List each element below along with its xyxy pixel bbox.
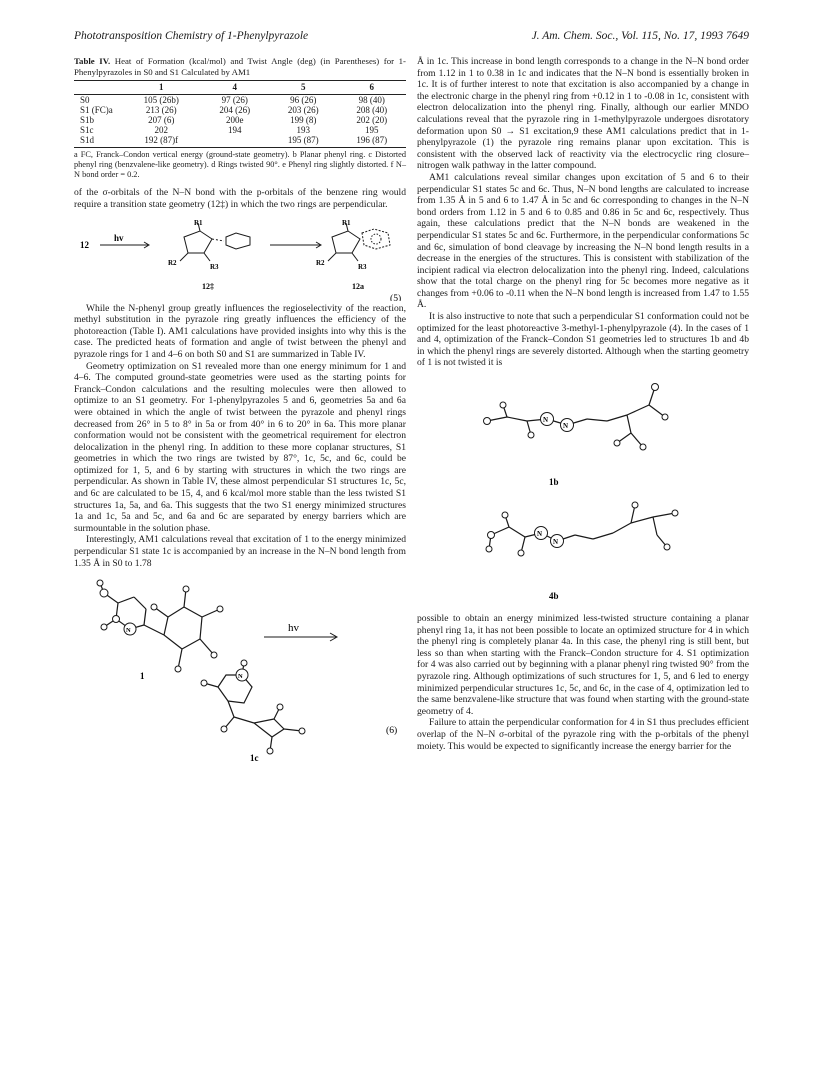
table-header-cell: 4 <box>201 81 269 95</box>
eq5-arrow-label: hv <box>114 232 124 243</box>
nitrogen-atom-label: N <box>543 416 549 425</box>
structure-figure-1b-4b <box>417 377 749 607</box>
equation-number: (6) <box>386 725 398 737</box>
substituent-label: R3 <box>358 262 367 271</box>
table-label: Table IV. <box>74 56 111 66</box>
table-cell: 192 (87)f <box>122 135 201 148</box>
table-cell: 96 (26) <box>290 95 317 105</box>
table-cell: 193 <box>296 125 310 135</box>
running-header <box>74 30 749 46</box>
right-column <box>417 56 749 752</box>
table-header-row <box>74 81 406 95</box>
table-header-cell: 5 <box>269 81 337 95</box>
table-cell: S1b <box>80 115 95 125</box>
table-cell: 202 <box>154 125 168 135</box>
table-cell: 213 (26) <box>145 105 177 115</box>
paragraph: While the N-phenyl group greatly influences the regioselectivity of the reaction, methyl substitution in the pyrazole ring greatly influences the efficiency of the photoreaction (Table I). AM1 calculations have provided insights into why this is the case. The predicted heats of formation and angle of twist between the phenyl and pyrazole rings for 1 and 4–6 on both S0 and S1 are summarized in Table IV. <box>74 302 406 360</box>
equation-6-graphic <box>74 579 406 761</box>
table-cell: 195 (87) <box>269 135 337 148</box>
table-cell: 204 (26) <box>219 105 251 115</box>
table-row <box>74 115 406 125</box>
table-header-cell: 1 <box>122 81 201 95</box>
table-cell: 202 (20) <box>356 115 388 125</box>
compound-label-1: 1 <box>140 671 145 682</box>
table-row <box>74 105 406 115</box>
nitrogen-atom-label: N <box>238 673 243 681</box>
structure-label-1b: 1b <box>549 477 559 488</box>
structure-label-4b: 4b <box>549 591 559 602</box>
table-cell: 195 <box>364 125 379 135</box>
table-cell: S1 (FC)a <box>80 105 113 115</box>
nitrogen-atom-label: N <box>553 538 559 547</box>
paragraph: It is also instructive to note that such a perpendicular S1 conformation could not be optimized for the least photoreactive 3-methyl-1-phenylpyrazole (4). In the cases of 1 and 4, optimization of the Franck–Condon S1 geometries led to structures 1b and 4b in which the phenyl rings are severely distorted. Although when the starting geometry of 1 is not twisted it is <box>417 311 749 369</box>
paragraph: Interestingly, AM1 calculations reveal that excitation of 1 to the energy minimized perpendicular S1 state 1c is accompanied by an increase in the N–N bond length from 1.35 Å in S0 to 1.78 <box>74 534 406 569</box>
structures-1b-4b-graphic <box>417 377 749 607</box>
table-row <box>74 95 406 106</box>
table-cell: 203 (26) <box>287 105 319 115</box>
eq5-start-label: 12 <box>80 239 89 250</box>
table-cell <box>201 135 269 148</box>
table-cell: 196 (87) <box>337 135 406 148</box>
table-row <box>74 125 406 135</box>
table-cell: 208 (40) <box>356 105 388 115</box>
equation-5-graphic <box>74 217 406 301</box>
table-footnote: a FC, Franck–Condon vertical energy (ground-state geometry). b Planar phenyl ring. c Distorted phenyl ring (benzvalene-like geometry). d Rings twisted 90°. e Phenyl ring slightly distorted. f N–N bond order = 0.2. <box>74 150 406 179</box>
table-cell: S1d <box>74 135 122 148</box>
paragraph: Geometry optimization on S1 revealed more than one energy minimum for 1 and 4–6. The computed ground-state geometries were used as the starting points for Franck–Condon calculations and the resulting molecules were then allowed to optimize to an S1 geometry. For 1-phenylpyrazoles 5 and 6, geometries 5a and 6a were obtained in which the angle of twist between the pyrazole and phenyl rings decreased from 26° in 5 to 8° in 5a or from 40° in 6 to 20° in 6a. This more planar conformation would not be consistent with the geometrical requirement for electron delocalization in the phenyl ring. In addition to these more coplanar structures, S1 geometries in which the two rings are twisted by 87°, 1c, 5c, and 6c, could be optimized for 1, 5, and 6 by starting with structures in which the two rings are perpendicular. As shown in Table IV, these almost perpendicular S1 structures 1c, 5c, and 6c are calculated to be 15, 4, and 6 kcal/mol more stable than the less twisted S1 structures 1a, 5a, and 6a. This suggests that the two S1 energy minimized structures 1a and 1c, 5a and 5c, and 6a and 6c are separated by energy barriers which are surmountable in the solution phase. <box>74 360 406 534</box>
eq5-ts-label: 12‡ <box>202 281 214 291</box>
paragraph: of the σ-orbitals of the N–N bond with the p-orbitals of the benzene ring would require a transition state geometry (12‡) in which the two rings are perpendicular. <box>74 187 406 210</box>
compound-label-1c: 1c <box>250 753 259 762</box>
paragraph: Å in 1c. This increase in bond length corresponds to a change in the N–N bond order from 1.12 in 1 to 0.38 in 1c and indicates that the N–N bond is essentially broken in 1c. It is of further interest to note that excitation is also accompanied by a change in the electronic charge in the phenyl ring from +0.12 in 1 to -0.08 in 1c, consistent with electron delocalization into the phenyl ring. Finally, although our earlier MNDO calculations reveal that the pyrazole ring in 1-methylpyrazole undergoes disrotatory deformation upon S0 → S1 excitation,9 these AM1 calculations predict that in 1-phenylpyrazole (1) the pyrazole ring remains planar upon excitation. This is consistent with the observed lack of reactivity via the electrocyclic ring closure–nitrogen walk pathway in the latter compound. <box>417 56 749 172</box>
left-column <box>74 56 406 761</box>
table-cell: S1c <box>80 125 94 135</box>
table-iv <box>74 80 406 148</box>
scheme-equation-5 <box>74 217 406 301</box>
table-cell: 199 (8) <box>290 115 317 125</box>
substituent-label: R3 <box>210 262 219 271</box>
paragraph: AM1 calculations reveal similar changes upon excitation of 5 and 6 to their perpendicular S1 states 5c and 6c. Thus, N–N bond lengths are calculated to increase from 1.35 Å in 5 and 6 to 1.47 Å in 5c and 6c corresponding to changes in the N–N bond orders from 1.12 in 5 and 6 to 0.85 and 0.86 in 5c and 6c, respectively. Thus again, these calculations predict that the N–N bonds are weakened in the perpendicular S1 states 5c and 6c. Furthermore, in the perpendicular conformations 5c and 6c, simulation of bond cleavage by increasing the N–N bond length results in a decrease in the energies of the structures. This is consistent with stabilization of the incipient radical via electron delocalization into the phenyl ring. Indeed, calculations show that the total charge on the phenyl ring for 5c becomes more negative as it changes from +0.06 to -0.11 when the N–N bond length is increased from 1.47 to 1.55 Å. <box>417 171 749 311</box>
nitrogen-atom-label: N <box>563 422 569 431</box>
eq5-product-label: 12a <box>352 281 364 291</box>
table-cell: 98 (40) <box>358 95 385 105</box>
paragraph: Failure to attain the perpendicular conformation for 4 in S1 thus precludes efficient overlap of the N–N σ-orbital of the pyrazole ring with the p-orbitals of the phenyl moiety. This would be expected to significantly increase the energy barrier for the <box>417 717 749 752</box>
table-cell: 97 (26) <box>221 95 248 105</box>
table-cell: 207 (6) <box>148 115 175 125</box>
substituent-label: R2 <box>168 258 177 267</box>
table-header-cell: 6 <box>337 81 406 95</box>
eq6-arrow-label: hv <box>288 622 299 635</box>
table-cell: 105 (26b) <box>143 95 179 105</box>
nitrogen-atom-label: N <box>537 530 543 539</box>
substituent-label: R1 <box>342 218 351 227</box>
table-cell: S0 <box>80 95 90 105</box>
substituent-label: R1 <box>194 218 203 227</box>
table-cell: 194 <box>228 125 242 135</box>
equation-number: (5) <box>390 292 402 301</box>
journal-citation: J. Am. Chem. Soc., Vol. 115, No. 17, 1993 7649 <box>531 30 749 42</box>
nitrogen-atom-label: N <box>126 627 131 635</box>
running-title: Phototransposition Chemistry of 1-Phenylpyrazole <box>74 30 309 42</box>
substituent-label: R2 <box>316 258 325 267</box>
scheme-equation-6 <box>74 579 406 761</box>
table-cell: 200e <box>226 115 244 125</box>
table-header-cell <box>74 81 122 95</box>
table-caption <box>74 56 406 77</box>
table-caption-text: Heat of Formation (kcal/mol) and Twist Angle (deg) (in Parentheses) for 1-Phenylpyrazoles in S0 and S1 Calculated by AM1 <box>74 56 406 77</box>
table-row <box>74 135 406 148</box>
paragraph: possible to obtain an energy minimized less-twisted structure containing a planar phenyl ring 1a, it has not been possible to locate an optimized structure for 4 in which the phenyl ring is completely planar 4a. In this case, the phenyl ring is still bent, but less so than when starting with the Franck–Condon structure for 4. S1 optimization for 4 was also carried out by beginning with a planar phenyl ring twisted 90° from the pyrazole ring. Although optimizations of such structures for 1, 5, and 6 led to energy minimized perpendicular structures 1c, 5c, and 6c, in the case of 4, optimization led to the same benzvalene-like structure that was found when starting with the ground-state geometry of 4. <box>417 613 749 717</box>
